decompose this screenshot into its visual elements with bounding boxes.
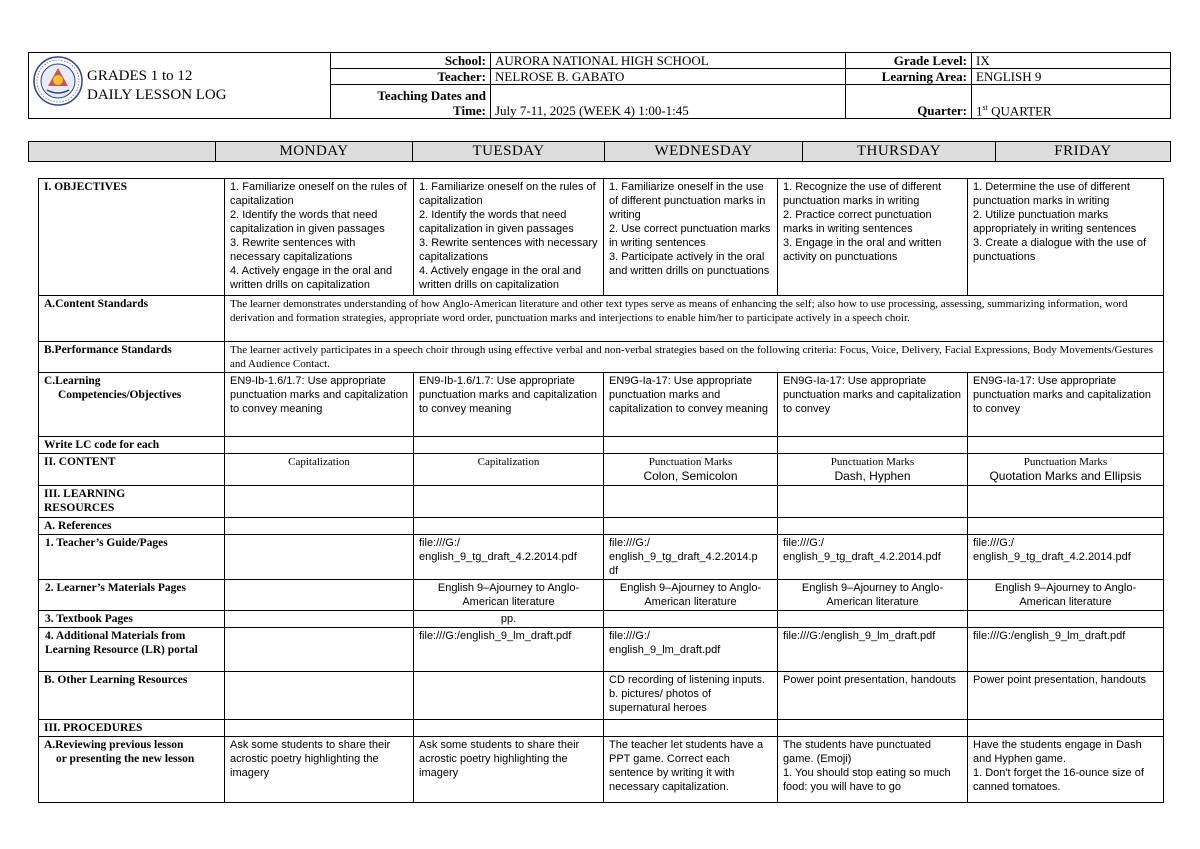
content-wednesday	[604, 454, 778, 486]
procedures-row	[39, 720, 1164, 737]
content-wednesday-sub: Colon, Semicolon	[643, 469, 738, 483]
content-tuesday	[414, 454, 604, 486]
other-friday: Power point presentation, handouts	[968, 672, 1164, 720]
review-thursday: The students have punctuated game. (Emoji) 1. You should stop eating so much food: you will have to go	[778, 737, 968, 803]
other-tuesday	[414, 672, 604, 720]
additional-wednesday: file:///G:/ english_9_lm_draft.pdf	[604, 628, 778, 672]
proc-thursday	[778, 720, 968, 737]
objectives-label: I. OBJECTIVES	[39, 179, 225, 296]
learning-resources-label-line-2: RESOURCES	[44, 502, 115, 514]
dates-value: July 7-11, 2025 (WEEK 4) 1:00-1:45	[491, 85, 846, 119]
lc-code-friday	[968, 437, 1164, 454]
ref-tuesday	[414, 518, 604, 535]
objectives-friday: 1. Determine the use of different punctuation marks in writing 2. Utilize punctuation marks appropriately in writing sentences 3. Create a dialogue with the use of punctuations	[968, 179, 1164, 296]
other-thursday: Power point presentation, handouts	[778, 672, 968, 720]
area-value: ENGLISH 9	[972, 69, 1171, 85]
title-line-2: DAILY LESSON LOG	[87, 86, 227, 103]
tg-wednesday: file:///G:/ english_9_tg_draft_4.2.2014.p df	[604, 535, 778, 580]
teacher-value: NELROSE B. GABATO	[491, 69, 846, 85]
learning-resources-row	[39, 486, 1164, 518]
review-wednesday: The teacher let students have a PPT game. Correct each sentence by writing it with necessary capitalization.	[604, 737, 778, 803]
review-label	[39, 737, 225, 803]
ref-thursday	[778, 518, 968, 535]
quarter-label: Quarter:	[846, 85, 972, 119]
area-label: Learning Area:	[846, 69, 972, 85]
competencies-label-line-2: Competencies/Objectives	[58, 389, 182, 401]
grade-label: Grade Level:	[846, 53, 972, 69]
content-friday	[968, 454, 1164, 486]
dates-label-line-1: Teaching Dates and	[377, 88, 486, 103]
tg-thursday: file:///G:/ english_9_tg_draft_4.2.2014.pdf	[778, 535, 968, 580]
review-label-line-2: or presenting the new lesson	[56, 753, 195, 765]
additional-materials-row	[39, 628, 1164, 672]
content-monday	[225, 454, 414, 486]
learning-resources-label	[39, 486, 225, 518]
competencies-row	[39, 373, 1164, 437]
competency-monday: EN9-Ib-1.6/1.7: Use appropriate punctuation marks and capitalization to convey meaning	[225, 373, 414, 437]
quarter-value	[972, 85, 1171, 119]
lr-tuesday	[414, 486, 604, 518]
content-thursday-sub: Dash, Hyphen	[834, 469, 911, 483]
other-monday	[225, 672, 414, 720]
content-thursday	[778, 454, 968, 486]
review-tuesday: Ask some students to share their acrostic poetry highlighting the imagery	[414, 737, 604, 803]
teacher-label: Teacher:	[331, 69, 491, 85]
textbook-pages-label: 3. Textbook Pages	[39, 611, 225, 628]
quarter-number: 1	[976, 103, 983, 118]
content-standards-label: A.Content Standards	[39, 296, 225, 342]
objectives-row	[39, 179, 1164, 296]
content-wednesday-main: Punctuation Marks	[648, 456, 733, 468]
references-row	[39, 518, 1164, 535]
dates-label-line-2: Time:	[453, 103, 486, 118]
procedures-label: III. PROCEDURES	[39, 720, 225, 737]
textbook-thursday	[778, 611, 968, 628]
review-label-line-1: A.Reviewing previous lesson	[44, 739, 184, 751]
review-monday: Ask some students to share their acrostic poetry highlighting the imagery	[225, 737, 414, 803]
title-cell	[29, 53, 331, 119]
references-label: A. References	[39, 518, 225, 535]
tg-friday: file:///G:/ english_9_tg_draft_4.2.2014.pdf	[968, 535, 1164, 580]
ref-monday	[225, 518, 414, 535]
textbook-monday	[225, 611, 414, 628]
lm-thursday: English 9–Ajourney to Anglo-American literature	[778, 580, 968, 611]
textbook-pages-row	[39, 611, 1164, 628]
lc-code-label: Write LC code for each	[39, 437, 225, 454]
dates-label	[331, 85, 491, 119]
lr-friday	[968, 486, 1164, 518]
tg-tuesday: file:///G:/ english_9_tg_draft_4.2.2014.pdf	[414, 535, 604, 580]
proc-wednesday	[604, 720, 778, 737]
additional-materials-label: 4. Additional Materials from Learning Resource (LR) portal	[39, 628, 225, 672]
textbook-friday	[968, 611, 1164, 628]
lm-wednesday: English 9–Ajourney to Anglo-American literature	[604, 580, 778, 611]
proc-monday	[225, 720, 414, 737]
lc-code-wednesday	[604, 437, 778, 454]
content-thursday-main: Punctuation Marks	[830, 456, 915, 468]
additional-monday	[225, 628, 414, 672]
objectives-thursday: 1. Recognize the use of different punctuation marks in writing 2. Practice correct punctuation marks in writing sentences 3. Engage in the oral and written activity on punctuations	[778, 179, 968, 296]
performance-standards-label: B.Performance Standards	[39, 342, 225, 373]
other-resources-row	[39, 672, 1164, 720]
lr-monday	[225, 486, 414, 518]
lm-pages-row	[39, 580, 1164, 611]
performance-standards-text: The learner actively participates in a speech choir through using effective verbal and non-verbal strategies based on the following criteria: Focus, Voice, Delivery, Facial Expressions, Body Movements/Gestures and Audience Contact.	[225, 342, 1164, 373]
day-wednesday: WEDNESDAY	[605, 142, 803, 162]
lesson-log-table	[38, 178, 1164, 803]
content-friday-main: Punctuation Marks	[1023, 456, 1108, 468]
tg-pages-label: 1. Teacher’s Guide/Pages	[39, 535, 225, 580]
other-wednesday: CD recording of listening inputs. b. pictures/ photos of supernatural heroes	[604, 672, 778, 720]
ref-friday	[968, 518, 1164, 535]
school-value: AURORA NATIONAL HIGH SCHOOL	[491, 53, 846, 69]
lm-monday	[225, 580, 414, 611]
competencies-label-line-1: C.Learning	[44, 375, 101, 387]
lc-code-thursday	[778, 437, 968, 454]
day-friday: FRIDAY	[996, 142, 1171, 162]
lc-code-tuesday	[414, 437, 604, 454]
day-monday: MONDAY	[216, 142, 413, 162]
grade-value: IX	[972, 53, 1171, 69]
lm-pages-label: 2. Learner’s Materials Pages	[39, 580, 225, 611]
additional-tuesday: file:///G:/english_9_lm_draft.pdf	[414, 628, 604, 672]
header-table	[28, 52, 1171, 119]
performance-standards-row	[39, 342, 1164, 373]
content-standards-row	[39, 296, 1164, 342]
content-row	[39, 454, 1164, 486]
competency-thursday: EN9G-Ia-17: Use appropriate punctuation marks and capitalization to convey	[778, 373, 968, 437]
days-header-row	[28, 141, 1171, 162]
other-resources-label: B. Other Learning Resources	[39, 672, 225, 720]
objectives-monday: 1. Familiarize oneself on the rules of capitalization 2. Identify the words that need capitalization in given passages 3. Rewrite sentences with necessary capitalizations 4. Actively engage in the oral and written drills on capitalization	[225, 179, 414, 296]
days-blank-cell	[29, 142, 216, 162]
proc-tuesday	[414, 720, 604, 737]
quarter-text: QUARTER	[987, 103, 1052, 118]
competency-tuesday: EN9-Ib-1.6/1.7: Use appropriate punctuation marks and capitalization to convey meaning	[414, 373, 604, 437]
textbook-tuesday: pp.	[414, 611, 604, 628]
quarter-superscript: st	[982, 102, 988, 112]
objectives-wednesday: 1. Familiarize oneself in the use of different punctuation marks in writing 2. Use correct punctuation marks in writing sentences 3. Participate actively in the oral and written drills on punctuations	[604, 179, 778, 296]
ref-wednesday	[604, 518, 778, 535]
content-tuesday-main: Capitalization	[477, 456, 540, 468]
tg-pages-row	[39, 535, 1164, 580]
competency-friday: EN9G-Ia-17: Use appropriate punctuation marks and capitalization to convey	[968, 373, 1164, 437]
day-thursday: THURSDAY	[803, 142, 996, 162]
school-label: School:	[331, 53, 491, 69]
competency-wednesday: EN9G-Ia-17: Use appropriate punctuation marks and capitalization to convey meaning	[604, 373, 778, 437]
day-tuesday: TUESDAY	[413, 142, 605, 162]
lm-tuesday: English 9–Ajourney to Anglo-American literature	[414, 580, 604, 611]
lc-code-row	[39, 437, 1164, 454]
lm-friday: English 9–Ajourney to Anglo-American literature	[968, 580, 1164, 611]
learning-resources-label-line-1: III. LEARNING	[44, 488, 126, 500]
content-monday-main: Capitalization	[288, 456, 350, 468]
proc-friday	[968, 720, 1164, 737]
lr-thursday	[778, 486, 968, 518]
competencies-label	[39, 373, 225, 437]
lr-wednesday	[604, 486, 778, 518]
content-standards-text: The learner demonstrates understanding of how Anglo-American literature and other text types serve as means of enhancing the self; also how to use processing, assessing, summarizing information, word derivation and formation strategies, appropriate word order, punctuation marks and interjections to enable him/her to participate actively in a speech choir.	[225, 296, 1164, 342]
tg-monday	[225, 535, 414, 580]
additional-thursday: file:///G:/english_9_lm_draft.pdf	[778, 628, 968, 672]
objectives-tuesday: 1. Familiarize oneself on the rules of capitalization 2. Identify the words that need capitalization in given passages 3. Rewrite sentences with necessary capitalizations 4. Actively engage in the oral and written drills on capitalization	[414, 179, 604, 296]
title-line-1: GRADES 1 to 12	[87, 67, 193, 84]
textbook-wednesday	[604, 611, 778, 628]
additional-friday: file:///G:/english_9_lm_draft.pdf	[968, 628, 1164, 672]
content-label: II. CONTENT	[39, 454, 225, 486]
review-row	[39, 737, 1164, 803]
content-friday-sub: Quotation Marks and Ellipsis	[989, 469, 1142, 483]
lc-code-monday	[225, 437, 414, 454]
review-friday: Have the students engage in Dash and Hyphen game. 1. Don't forget the 16-ounce size of canned tomatoes.	[968, 737, 1164, 803]
